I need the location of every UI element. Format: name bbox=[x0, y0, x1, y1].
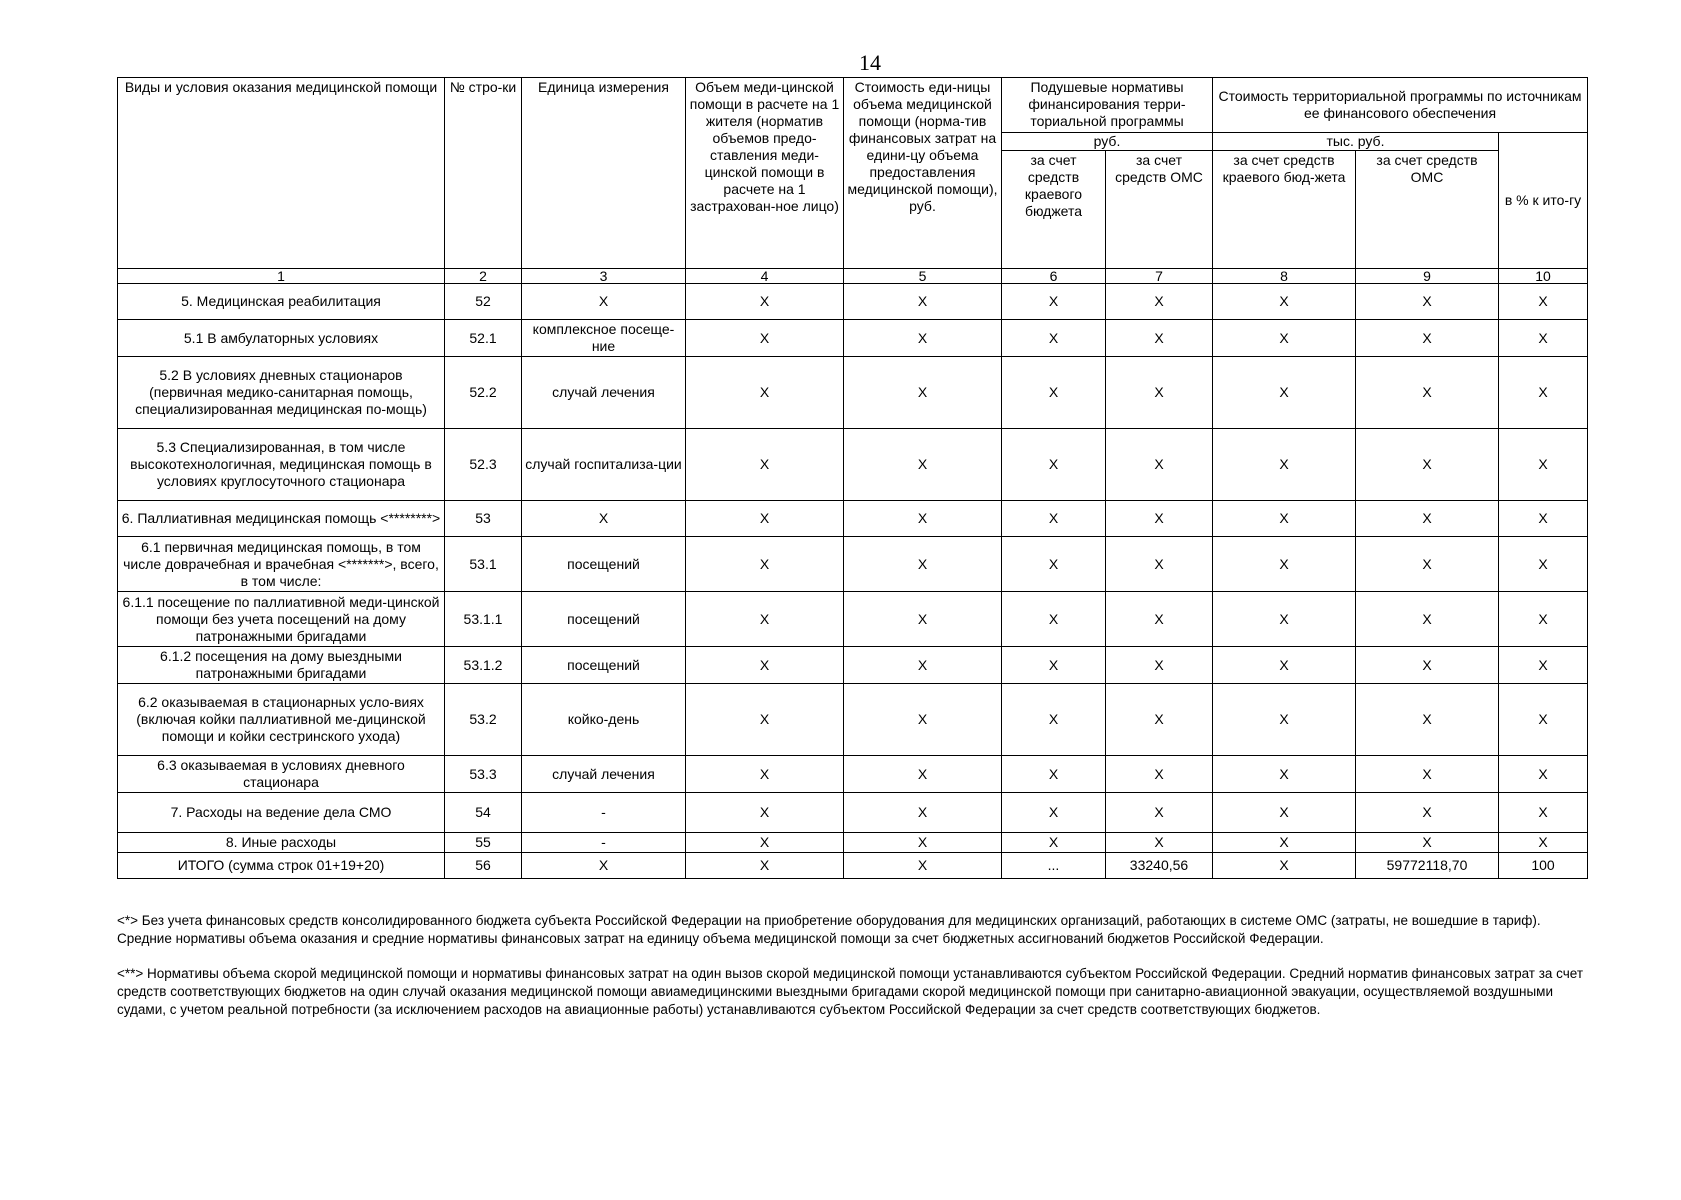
row-oms-cost: X bbox=[1356, 320, 1499, 357]
row-unit-cost: X bbox=[844, 853, 1002, 879]
row-regional-cost: X bbox=[1213, 320, 1356, 357]
row-regional-per-capita: X bbox=[1002, 429, 1106, 501]
row-description: 5.1 В амбулаторных условиях bbox=[118, 320, 445, 357]
row-percent: X bbox=[1499, 756, 1588, 793]
table-row bbox=[118, 429, 1588, 501]
row-number: 53.3 bbox=[445, 756, 522, 793]
header-per-capita: Подушевые нормативы финансирования терри-ториальной программы bbox=[1002, 78, 1213, 133]
row-unit: X bbox=[522, 501, 686, 537]
row-regional-per-capita: X bbox=[1002, 284, 1106, 320]
row-regional-per-capita: X bbox=[1002, 501, 1106, 537]
row-description: 7. Расходы на ведение дела СМО bbox=[118, 793, 445, 833]
header-percent: в % к ито-гу bbox=[1499, 133, 1588, 269]
column-index: 4 bbox=[686, 269, 844, 284]
table-row bbox=[118, 647, 1588, 684]
row-percent: X bbox=[1499, 793, 1588, 833]
header-unit: Единица измерения bbox=[522, 78, 686, 269]
column-index: 10 bbox=[1499, 269, 1588, 284]
row-percent: X bbox=[1499, 429, 1588, 501]
row-number: 53.2 bbox=[445, 684, 522, 756]
column-index: 1 bbox=[118, 269, 445, 284]
row-number: 52.3 bbox=[445, 429, 522, 501]
row-volume: X bbox=[686, 853, 844, 879]
table-row bbox=[118, 793, 1588, 833]
row-unit: - bbox=[522, 833, 686, 853]
row-regional-cost: X bbox=[1213, 501, 1356, 537]
row-oms-per-capita: X bbox=[1106, 537, 1213, 592]
row-oms-cost: X bbox=[1356, 501, 1499, 537]
row-oms-per-capita: X bbox=[1106, 501, 1213, 537]
row-oms-cost: X bbox=[1356, 833, 1499, 853]
header-kinds: Виды и условия оказания медицинской помощи bbox=[118, 78, 445, 269]
row-regional-cost: X bbox=[1213, 647, 1356, 684]
row-regional-cost: X bbox=[1213, 833, 1356, 853]
column-index: 8 bbox=[1213, 269, 1356, 284]
column-index-row bbox=[118, 269, 1588, 284]
row-unit-cost: X bbox=[844, 592, 1002, 647]
row-regional-cost: X bbox=[1213, 284, 1356, 320]
row-description: 5.2 В условиях дневных стационаров (первичная медико-санитарная помощь, специализированная медицинская по-мощь) bbox=[118, 357, 445, 429]
header-oms-cost: за счет средств ОМС bbox=[1356, 151, 1499, 269]
row-unit-cost: X bbox=[844, 357, 1002, 429]
row-volume: X bbox=[686, 833, 844, 853]
row-oms-per-capita: X bbox=[1106, 647, 1213, 684]
row-volume: X bbox=[686, 501, 844, 537]
row-unit-cost: X bbox=[844, 833, 1002, 853]
row-unit-cost: X bbox=[844, 647, 1002, 684]
row-regional-cost: X bbox=[1213, 357, 1356, 429]
row-regional-per-capita: X bbox=[1002, 357, 1106, 429]
row-oms-per-capita: X bbox=[1106, 684, 1213, 756]
table-row bbox=[118, 833, 1588, 853]
row-description: 8. Иные расходы bbox=[118, 833, 445, 853]
header-thousand-rub: тыс. руб. bbox=[1213, 133, 1499, 151]
table-row bbox=[118, 592, 1588, 647]
row-unit-cost: X bbox=[844, 756, 1002, 793]
row-description: 6.1 первичная медицинская помощь, в том числе доврачебная и врачебная <*******>, всего, в том числе: bbox=[118, 537, 445, 592]
row-oms-cost: 59772118,70 bbox=[1356, 853, 1499, 879]
table-row bbox=[118, 756, 1588, 793]
row-regional-per-capita: X bbox=[1002, 684, 1106, 756]
row-volume: X bbox=[686, 357, 844, 429]
row-oms-cost: X bbox=[1356, 793, 1499, 833]
row-unit-cost: X bbox=[844, 284, 1002, 320]
row-oms-per-capita: X bbox=[1106, 592, 1213, 647]
row-unit: случай лечения bbox=[522, 756, 686, 793]
row-regional-cost: X bbox=[1213, 756, 1356, 793]
header-row-number: № стро-ки bbox=[445, 78, 522, 269]
table-row bbox=[118, 537, 1588, 592]
header-unit-cost: Стоимость еди-ницы объема медицинской помощи (норма-тив финансовых затрат на едини-цу объема предоставления медицинской помощи), руб. bbox=[844, 78, 1002, 269]
row-oms-cost: X bbox=[1356, 284, 1499, 320]
row-regional-per-capita: X bbox=[1002, 320, 1106, 357]
row-unit: X bbox=[522, 284, 686, 320]
row-regional-per-capita: X bbox=[1002, 793, 1106, 833]
program-cost-table bbox=[117, 77, 1588, 879]
row-oms-per-capita: X bbox=[1106, 429, 1213, 501]
row-unit: случай госпитализа-ции bbox=[522, 429, 686, 501]
table-row bbox=[118, 357, 1588, 429]
row-percent: X bbox=[1499, 537, 1588, 592]
row-percent: X bbox=[1499, 357, 1588, 429]
table-row bbox=[118, 284, 1588, 320]
row-number: 53.1.1 bbox=[445, 592, 522, 647]
row-oms-per-capita: 33240,56 bbox=[1106, 853, 1213, 879]
row-oms-cost: X bbox=[1356, 537, 1499, 592]
row-percent: X bbox=[1499, 647, 1588, 684]
row-percent: 100 bbox=[1499, 853, 1588, 879]
row-oms-per-capita: X bbox=[1106, 284, 1213, 320]
column-index: 5 bbox=[844, 269, 1002, 284]
row-number: 52.1 bbox=[445, 320, 522, 357]
row-unit: случай лечения bbox=[522, 357, 686, 429]
row-regional-cost: X bbox=[1213, 592, 1356, 647]
column-index: 6 bbox=[1002, 269, 1106, 284]
row-regional-cost: X bbox=[1213, 537, 1356, 592]
total-row bbox=[118, 853, 1588, 879]
row-regional-per-capita: X bbox=[1002, 647, 1106, 684]
row-unit: посещений bbox=[522, 537, 686, 592]
row-description: 6.1.1 посещение по паллиативной меди-цинской помощи без учета посещений на дому патронажными бригадами bbox=[118, 592, 445, 647]
row-unit-cost: X bbox=[844, 429, 1002, 501]
row-regional-per-capita: X bbox=[1002, 592, 1106, 647]
row-oms-cost: X bbox=[1356, 684, 1499, 756]
footnotes bbox=[117, 912, 1587, 1019]
row-unit: койко-день bbox=[522, 684, 686, 756]
column-index: 7 bbox=[1106, 269, 1213, 284]
row-description: ИТОГО (сумма строк 01+19+20) bbox=[118, 853, 445, 879]
row-unit: комплексное посеще-ние bbox=[522, 320, 686, 357]
row-percent: X bbox=[1499, 684, 1588, 756]
row-regional-cost: X bbox=[1213, 793, 1356, 833]
row-regional-per-capita: X bbox=[1002, 537, 1106, 592]
row-oms-per-capita: X bbox=[1106, 793, 1213, 833]
row-oms-cost: X bbox=[1356, 357, 1499, 429]
header-volume: Объем меди-цинской помощи в расчете на 1 жителя (норматив объемов предо-ставления меди-цинской помощи в расчете на 1 застрахован-ное лицо) bbox=[686, 78, 844, 269]
row-number: 53 bbox=[445, 501, 522, 537]
footnote-1: <*> Без учета финансовых средств консолидированного бюджета субъекта Российской Федерации на приобретение оборудования для медицинских организаций, работающих в системе ОМС (затраты, не вошедшие в тариф). Средние нормативы объема оказания и средние нормативы финансовых затрат на единицу объема медицинской помощи за счет бюджетных ассигнований бюджетов Российской Федерации. bbox=[117, 913, 1541, 946]
row-regional-cost: X bbox=[1213, 429, 1356, 501]
row-oms-per-capita: X bbox=[1106, 833, 1213, 853]
row-oms-cost: X bbox=[1356, 647, 1499, 684]
row-number: 54 bbox=[445, 793, 522, 833]
row-number: 53.1.2 bbox=[445, 647, 522, 684]
row-volume: X bbox=[686, 592, 844, 647]
row-percent: X bbox=[1499, 833, 1588, 853]
table-row bbox=[118, 684, 1588, 756]
row-regional-per-capita: X bbox=[1002, 756, 1106, 793]
row-oms-cost: X bbox=[1356, 429, 1499, 501]
row-regional-cost: X bbox=[1213, 684, 1356, 756]
row-unit-cost: X bbox=[844, 320, 1002, 357]
row-unit-cost: X bbox=[844, 501, 1002, 537]
row-description: 5.3 Специализированная, в том числе высокотехнологичная, медицинская помощь в условиях круглосуточного стационара bbox=[118, 429, 445, 501]
row-volume: X bbox=[686, 537, 844, 592]
column-index: 9 bbox=[1356, 269, 1499, 284]
header-program-cost: Стоимость территориальной программы по источникам ее финансового обеспечения bbox=[1213, 78, 1588, 133]
footnote-2: <**> Нормативы объема скорой медицинской помощи и нормативы финансовых затрат на один вызов скорой медицинской помощи устанавливаются субъектом Российской Федерации. Средний норматив финансовых затрат за счет средств соответствующих бюджетов на один случай оказания медицинской помощи авиамедицинскими выездными бригадами скорой медицинской помощи при санитарно-авиационной эвакуации, осуществляемой воздушными судами, с учетом реальной потребности (за исключением расходов на авиационные работы) устанавливаются субъектом Российской Федерации за счет средств соответствующих бюджетов. bbox=[117, 966, 1584, 1017]
row-description: 6. Паллиативная медицинская помощь <********> bbox=[118, 501, 445, 537]
column-index: 3 bbox=[522, 269, 686, 284]
row-oms-cost: X bbox=[1356, 756, 1499, 793]
row-oms-cost: X bbox=[1356, 592, 1499, 647]
row-unit: - bbox=[522, 793, 686, 833]
row-regional-per-capita: ... bbox=[1002, 853, 1106, 879]
row-description: 6.1.2 посещения на дому выездными патронажными бригадами bbox=[118, 647, 445, 684]
row-oms-per-capita: X bbox=[1106, 756, 1213, 793]
row-volume: X bbox=[686, 647, 844, 684]
row-percent: X bbox=[1499, 501, 1588, 537]
row-volume: X bbox=[686, 793, 844, 833]
header-regional-budget: за счет средств краевого бюджета bbox=[1002, 151, 1106, 269]
header-oms: за счет средств ОМС bbox=[1106, 151, 1213, 269]
column-index: 2 bbox=[445, 269, 522, 284]
row-number: 52 bbox=[445, 284, 522, 320]
row-volume: X bbox=[686, 284, 844, 320]
row-unit: X bbox=[522, 853, 686, 879]
row-volume: X bbox=[686, 320, 844, 357]
row-percent: X bbox=[1499, 284, 1588, 320]
row-volume: X bbox=[686, 429, 844, 501]
header-rub: руб. bbox=[1002, 133, 1213, 151]
page-number: 14 bbox=[859, 50, 881, 75]
row-number: 53.1 bbox=[445, 537, 522, 592]
header-regional-budget-cost: за счет средств краевого бюд-жета bbox=[1213, 151, 1356, 269]
row-number: 56 bbox=[445, 853, 522, 879]
row-unit-cost: X bbox=[844, 537, 1002, 592]
row-oms-per-capita: X bbox=[1106, 357, 1213, 429]
row-unit: посещений bbox=[522, 592, 686, 647]
row-percent: X bbox=[1499, 320, 1588, 357]
row-oms-per-capita: X bbox=[1106, 320, 1213, 357]
row-unit-cost: X bbox=[844, 793, 1002, 833]
row-description: 5. Медицинская реабилитация bbox=[118, 284, 445, 320]
row-volume: X bbox=[686, 756, 844, 793]
row-regional-cost: X bbox=[1213, 853, 1356, 879]
row-unit-cost: X bbox=[844, 684, 1002, 756]
row-description: 6.2 оказываемая в стационарных усло-виях (включая койки паллиативной ме-дицинской помощи и койки сестринского ухода) bbox=[118, 684, 445, 756]
row-volume: X bbox=[686, 684, 844, 756]
table-row bbox=[118, 501, 1588, 537]
row-unit: посещений bbox=[522, 647, 686, 684]
row-regional-per-capita: X bbox=[1002, 833, 1106, 853]
row-number: 52.2 bbox=[445, 357, 522, 429]
row-percent: X bbox=[1499, 592, 1588, 647]
row-description: 6.3 оказываемая в условиях дневного стационара bbox=[118, 756, 445, 793]
row-number: 55 bbox=[445, 833, 522, 853]
table-row bbox=[118, 320, 1588, 357]
